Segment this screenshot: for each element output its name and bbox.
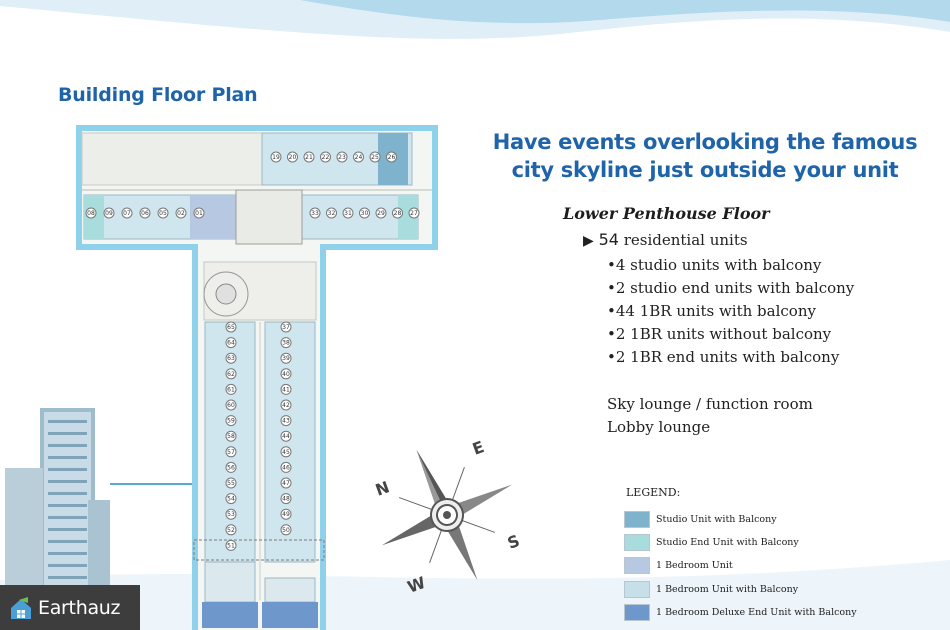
unit-number: 21: [305, 154, 313, 161]
unit-number: 27: [410, 210, 418, 217]
unit-number: 51: [227, 542, 235, 550]
legend-swatch: [624, 604, 650, 621]
unit-number: 28: [393, 210, 402, 217]
unit-number: 50: [282, 526, 290, 534]
amenity-item: Sky lounge / function room: [607, 395, 813, 413]
legend-title: LEGEND:: [626, 486, 681, 499]
unit-count-label: residential units: [623, 231, 748, 249]
legend-swatch: [624, 534, 650, 551]
unit-number: 09: [105, 210, 113, 217]
headline: [480, 128, 930, 184]
unit-number: 42: [282, 402, 290, 409]
legend-item: [624, 554, 857, 577]
unit-number: 48: [282, 495, 290, 503]
unit-number: 55: [227, 480, 235, 487]
legend-label: Studio End Unit with Balcony: [656, 537, 799, 549]
legend-item: [624, 578, 857, 601]
breakdown-item: • 2 1BR end units with balcony: [607, 346, 854, 369]
unit-number: 40: [282, 370, 290, 378]
legend-swatch: [624, 557, 650, 574]
unit-number: 54: [227, 495, 235, 503]
unit-number: 52: [227, 526, 235, 534]
unit-number: 25: [371, 154, 379, 161]
legend-item: [624, 508, 857, 531]
legend-label: 1 Bedroom Deluxe End Unit with Balcony: [656, 606, 857, 618]
unit-number: 29: [377, 210, 385, 217]
unit-breakdown-list: [607, 254, 854, 369]
legend-label: 1 Bedroom Unit with Balcony: [656, 583, 799, 595]
unit-number: 58: [227, 433, 235, 441]
unit-number: 02: [177, 210, 185, 217]
unit-number: 41: [282, 386, 290, 394]
unit-number: 62: [227, 370, 235, 378]
unit-number: 24: [354, 154, 363, 161]
unit-count: 54: [598, 230, 619, 249]
unit-number: 43: [282, 417, 290, 425]
unit-number: 07: [123, 210, 131, 217]
arrow-icon: ▶: [583, 233, 594, 249]
headline-line-2: city skyline just outside your unit: [511, 158, 899, 182]
breakdown-item: • 4 studio units with balcony: [607, 254, 854, 277]
compass-n-label: N: [372, 477, 392, 500]
compass-s-label: S: [504, 530, 523, 553]
unit-count-line: [583, 230, 748, 249]
logo-text: Earthauz: [38, 596, 121, 619]
compass-w-label: W: [404, 572, 428, 597]
headline-line-1: Have events overlooking the famous: [492, 130, 918, 154]
page-title: Building Floor Plan: [58, 84, 258, 106]
unit-number: 63: [227, 355, 235, 363]
unit-number: 30: [360, 210, 369, 217]
unit-number: 46: [282, 464, 290, 472]
amenity-item: Lobby lounge: [607, 418, 711, 436]
unit-number: 08: [87, 210, 95, 217]
unit-number: 05: [159, 210, 167, 217]
unit-number: 01: [195, 210, 203, 217]
amenities: [607, 393, 813, 439]
house-icon: [8, 595, 34, 621]
unit-number: 20: [288, 154, 297, 161]
breakdown-item: • 2 1BR units without balcony: [607, 323, 854, 346]
unit-number: 06: [141, 210, 149, 217]
brand-logo[interactable]: [0, 585, 140, 630]
unit-number: 33: [311, 210, 319, 217]
unit-number: 32: [327, 210, 336, 217]
unit-number: 23: [338, 154, 346, 161]
unit-number: 44: [282, 433, 290, 441]
unit-number: 65: [227, 324, 235, 331]
unit-number: 22: [321, 154, 330, 161]
legend-item: [624, 531, 857, 554]
unit-number: 47: [282, 480, 290, 487]
unit-number: 38: [282, 339, 290, 347]
unit-number: 45: [282, 448, 290, 456]
breakdown-item: • 2 studio end units with balcony: [607, 277, 854, 300]
breakdown-item: • 44 1BR units with balcony: [607, 300, 854, 323]
unit-number: 64: [227, 339, 235, 347]
legend-swatch: [624, 511, 650, 528]
unit-number: 60: [227, 402, 235, 409]
unit-number: 39: [282, 355, 290, 363]
unit-number: 59: [227, 417, 235, 425]
compass-e-label: E: [469, 437, 487, 459]
unit-number: 37: [282, 324, 290, 331]
legend-label: 1 Bedroom Unit: [656, 560, 733, 572]
legend-swatch: [624, 581, 650, 598]
legend-item: [624, 601, 857, 624]
unit-number: 19: [272, 154, 280, 161]
legend: [624, 508, 857, 624]
legend-label: Studio Unit with Balcony: [656, 514, 777, 526]
unit-number: 57: [227, 448, 235, 456]
unit-number: 31: [344, 210, 352, 217]
unit-number: 61: [227, 386, 235, 394]
unit-number: 26: [387, 154, 396, 161]
unit-number: 49: [282, 511, 290, 519]
floor-name: Lower Penthouse Floor: [563, 204, 770, 223]
unit-number: 53: [227, 511, 235, 519]
unit-number: 56: [227, 464, 235, 472]
